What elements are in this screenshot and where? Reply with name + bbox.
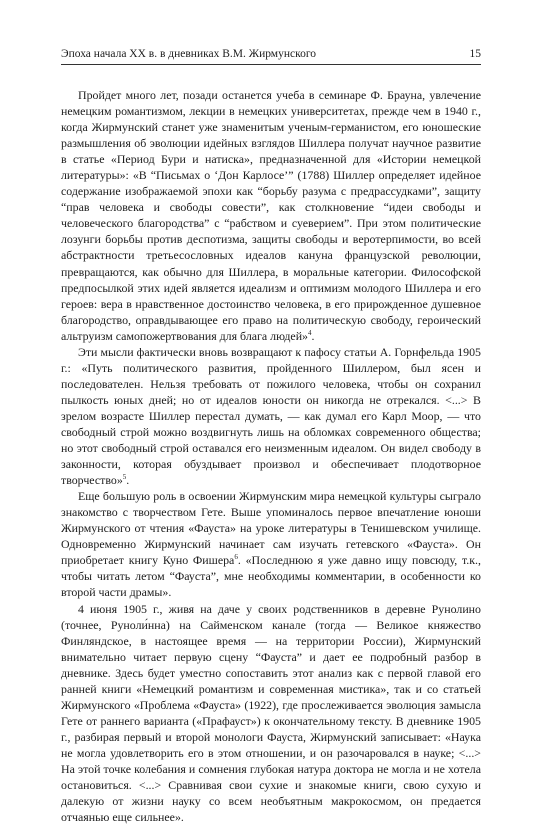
running-title: Эпоха начала XX в. в дневниках В.М. Жирмунского [61, 46, 316, 62]
footnote-ref: 6 [234, 553, 238, 561]
footnote-ref: 5 [123, 473, 127, 481]
footnote-ref: 4 [308, 329, 312, 337]
running-header [61, 44, 481, 65]
paragraph-text: Пройдет много лет, позади останется учеба в семинаре Ф. Брауна, увлечение немецким романтизмом, лекции в немецких университетах, прежде чем в 1940 г., когда Жирмунский станет уже знаменитым ученым-германистом, его юношеские размышления об эволюции идейных взглядов Шиллера получат научное развитие в статье «Период Бури и натиска», предназначенной для «Истории немецкой литературы»: «В “Письмах о ‘Дон Карлосе’” (1788) Шиллер определяет идейное содержание изображаемой эпохи как “борьбу разума с предрассудками”, защиту “прав человека и свободы совести”, как столкновение “идеи свободы и человеческого благородства” с “рабством и суеверием”. При этом политические лозунги борьбы против деспотизма, защиты свободы и веротерпимости, во всей абстрактности третьесословных идеалов кануна французской революции, превращаются, как обычно для Шиллера, в моральные категории. Философской предпосылкой этих идей является идеализм и оптимизм молодого Шиллера и его героев: вера в нравственное достоинство человека, в его прирожденное душевное благородство, оправдывающее его право на политическую свободу, героический альтруизм самопожертвования для блага людей» [61, 88, 481, 343]
paragraph-4 [61, 601, 481, 825]
paragraph-text-end: . [126, 473, 129, 487]
paragraph-3 [61, 488, 481, 600]
paragraph-1 [61, 87, 481, 344]
body-text [61, 87, 481, 825]
paragraph-text: 4 июня 1905 г., живя на даче у своих родственников в деревне Рунолино (точнее, Руноли́нна) на Сайменском канале (тогда — Великое княжество Финляндское, в настоящее время — на территории России), Жирмунский внимательно читает первую сцену “Фауста” и дает ее подробный разбор в дневнике. Здесь будет уместно сопоставить этот анализ как с первой главой его ранней книги «Немецкий романтизм и современная мистика», так и со статьей Жирмунского «Проблема «Фауста» (1922), где прослеживается эволюция замысла Гете от раннего варианта («Прафауст») к окончательному тексту. В дневнике 1905 г., разбирая первый и второй монологи Фауста, Жирмунский записывает: «Наука не могла удовлетворить его в этом отношении, и он разочаровался в науке; <...> На этой точке колебания и сомнения глубокая натура доктора не могла и не хотела остановиться. <...> Сравнивая свои сухие и знакомые книги, свою сухую и далекую от жизни науку со всем необъятным макрокосмом, он предается отчаянью еще сильнее». [61, 602, 481, 825]
paragraph-text: Эти мысли фактически вновь возвращают к пафосу статьи А. Горнфельда 1905 г.: «Путь политического развития, пройденного Шиллером, был ясен и последователен. Нельзя требовать от пожилого человека, чтобы он сохранил пылкость юных дней; но от идеалов юности он никогда не отрекался. <...> В зрелом возрасте Шиллер перестал думать, — как думал его Карл Моор, — что свободный строй можно воздвигнуть лишь на обломках современного общества; но этот свободный строй оставался его неизменным идеалом. Он видел свободу в законности, которая обуздывает произвол и обеспечивает плодотворное творчество» [61, 345, 481, 487]
page-number: 15 [470, 46, 482, 62]
paragraph-text-end: . [312, 329, 315, 343]
paragraph-text: Еще большую роль в освоении Жирмунским мира немецкой культуры сыграло знакомство с творчеством Гете. Выше упоминалось первое впечатление юноши Жирмунского от чтения «Фауста» на уроке литературы в Тенишевском училище. Одновременно Жирмунский начинает сам изучать гетевского «Фауста». Он приобретает книгу Куно Фишера [61, 489, 481, 567]
paragraph-2 [61, 344, 481, 488]
paragraph-text-end: . «Последнюю я уже давно ищу повсюду, т.к., чтобы читать летом “Фауста”, мне необходимы комментарии, в особенности ко второй части драмы». [61, 553, 481, 599]
